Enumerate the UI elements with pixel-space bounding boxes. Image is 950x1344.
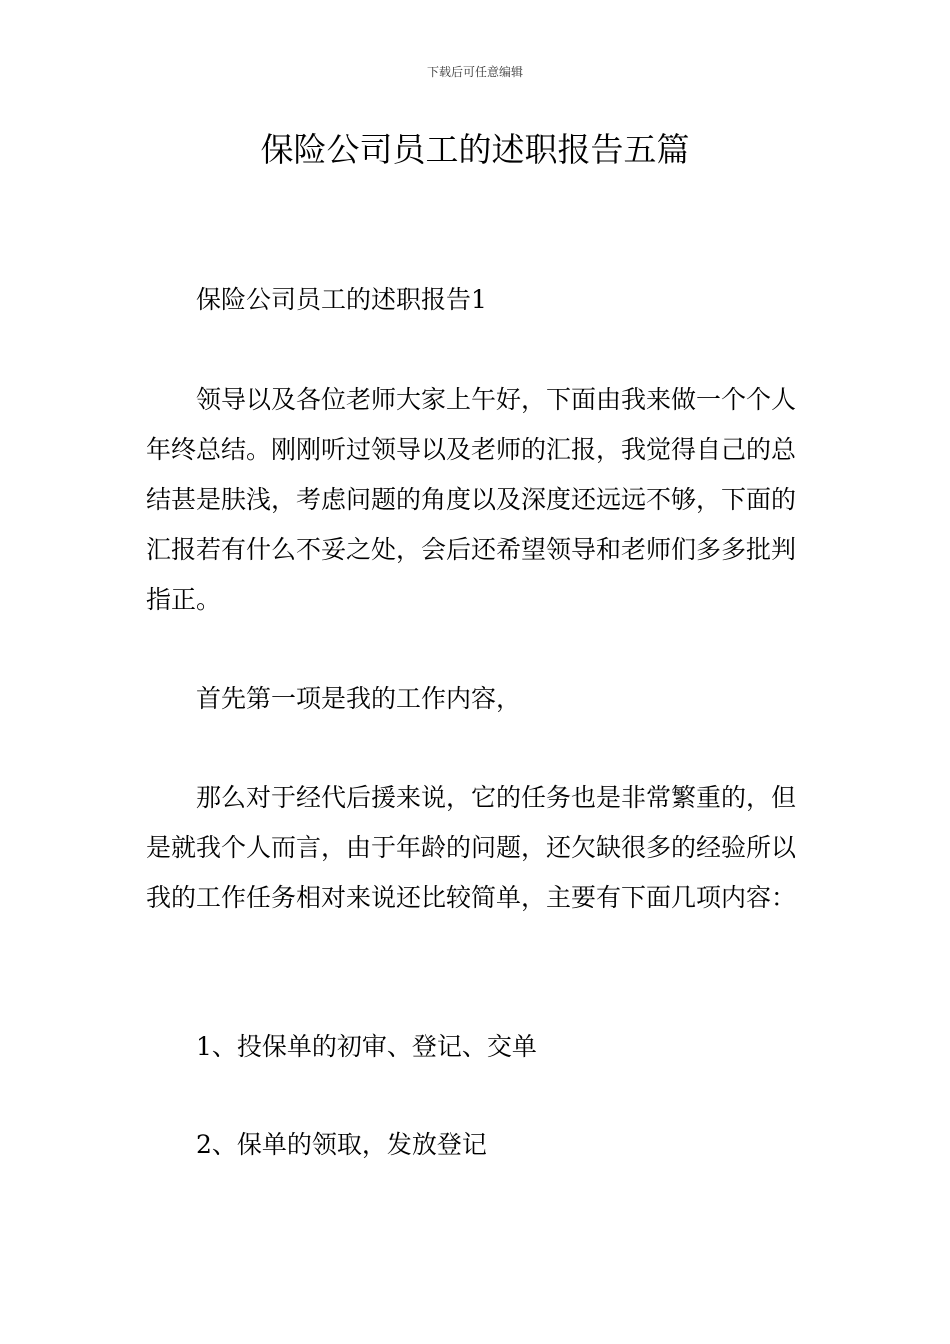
list-item-2: 2、保单的领取，发放登记 [196,1130,487,1159]
page-header-note: 下载后可任意编辑 [426,65,523,79]
section-heading: 保险公司员工的述职报告1 [196,285,487,314]
paragraph-intro: 领导以及各位老师大家上午好，下面由我来做一个个人年终总结。刚刚听过领导以及老师的汇报，我觉得自己的总结甚是肤浅，考虑问题的角度以及深度还远远不够，下面的汇报若有什么不妥之处，会后还希望领导和老师们多多批判指正。 [146,385,797,614]
paragraph-work-content: 首先第一项是我的工作内容， [196,684,522,713]
list-item-1: 1、投保单的初审、登记、交单 [196,1032,537,1061]
paragraph-tasks: 那么对于经代后援来说，它的任务也是非常繁重的，但是就我个人而言，由于年龄的问题，还欠缺很多的经验所以我的工作任务相对来说还比较简单，主要有下面几项内容： [146,783,797,912]
document-title: 保险公司员工的述职报告五篇 [260,130,690,169]
